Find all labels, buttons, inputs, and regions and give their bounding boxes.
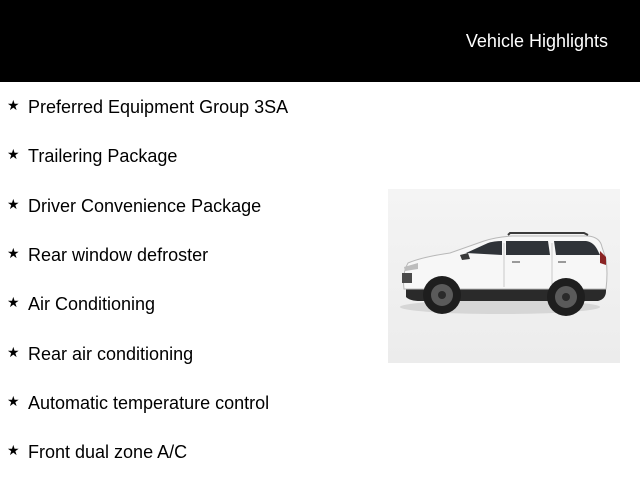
star-icon: ★: [7, 97, 20, 113]
list-item: [0, 292, 380, 316]
star-icon: ★: [7, 442, 20, 458]
list-item: [0, 342, 380, 366]
star-icon: ★: [7, 146, 20, 162]
page-title: Vehicle Highlights: [465, 31, 608, 51]
list-item: [0, 391, 380, 415]
highlight-label: Air Conditioning: [28, 294, 156, 314]
star-icon: ★: [7, 245, 20, 261]
star-icon: ★: [7, 196, 20, 212]
highlight-label: Trailering Package: [28, 146, 178, 166]
highlight-label: Front dual zone A/C: [28, 442, 188, 462]
suv-illustration: [388, 189, 620, 363]
header-bar: [0, 0, 640, 82]
highlight-label: Rear window defroster: [28, 245, 209, 265]
vehicle-photo: [388, 189, 620, 363]
list-item: [0, 95, 380, 119]
highlight-label: Automatic temperature control: [28, 393, 270, 413]
list-item: [0, 144, 380, 168]
highlight-label: Rear air conditioning: [28, 344, 194, 364]
list-item: [0, 243, 380, 267]
highlight-label: Driver Convenience Package: [28, 196, 262, 216]
star-icon: ★: [7, 393, 20, 409]
highlight-label: Preferred Equipment Group 3SA: [28, 97, 289, 117]
list-item: [0, 440, 380, 464]
list-item: [0, 194, 380, 218]
star-icon: ★: [7, 344, 20, 360]
star-icon: ★: [7, 294, 20, 310]
